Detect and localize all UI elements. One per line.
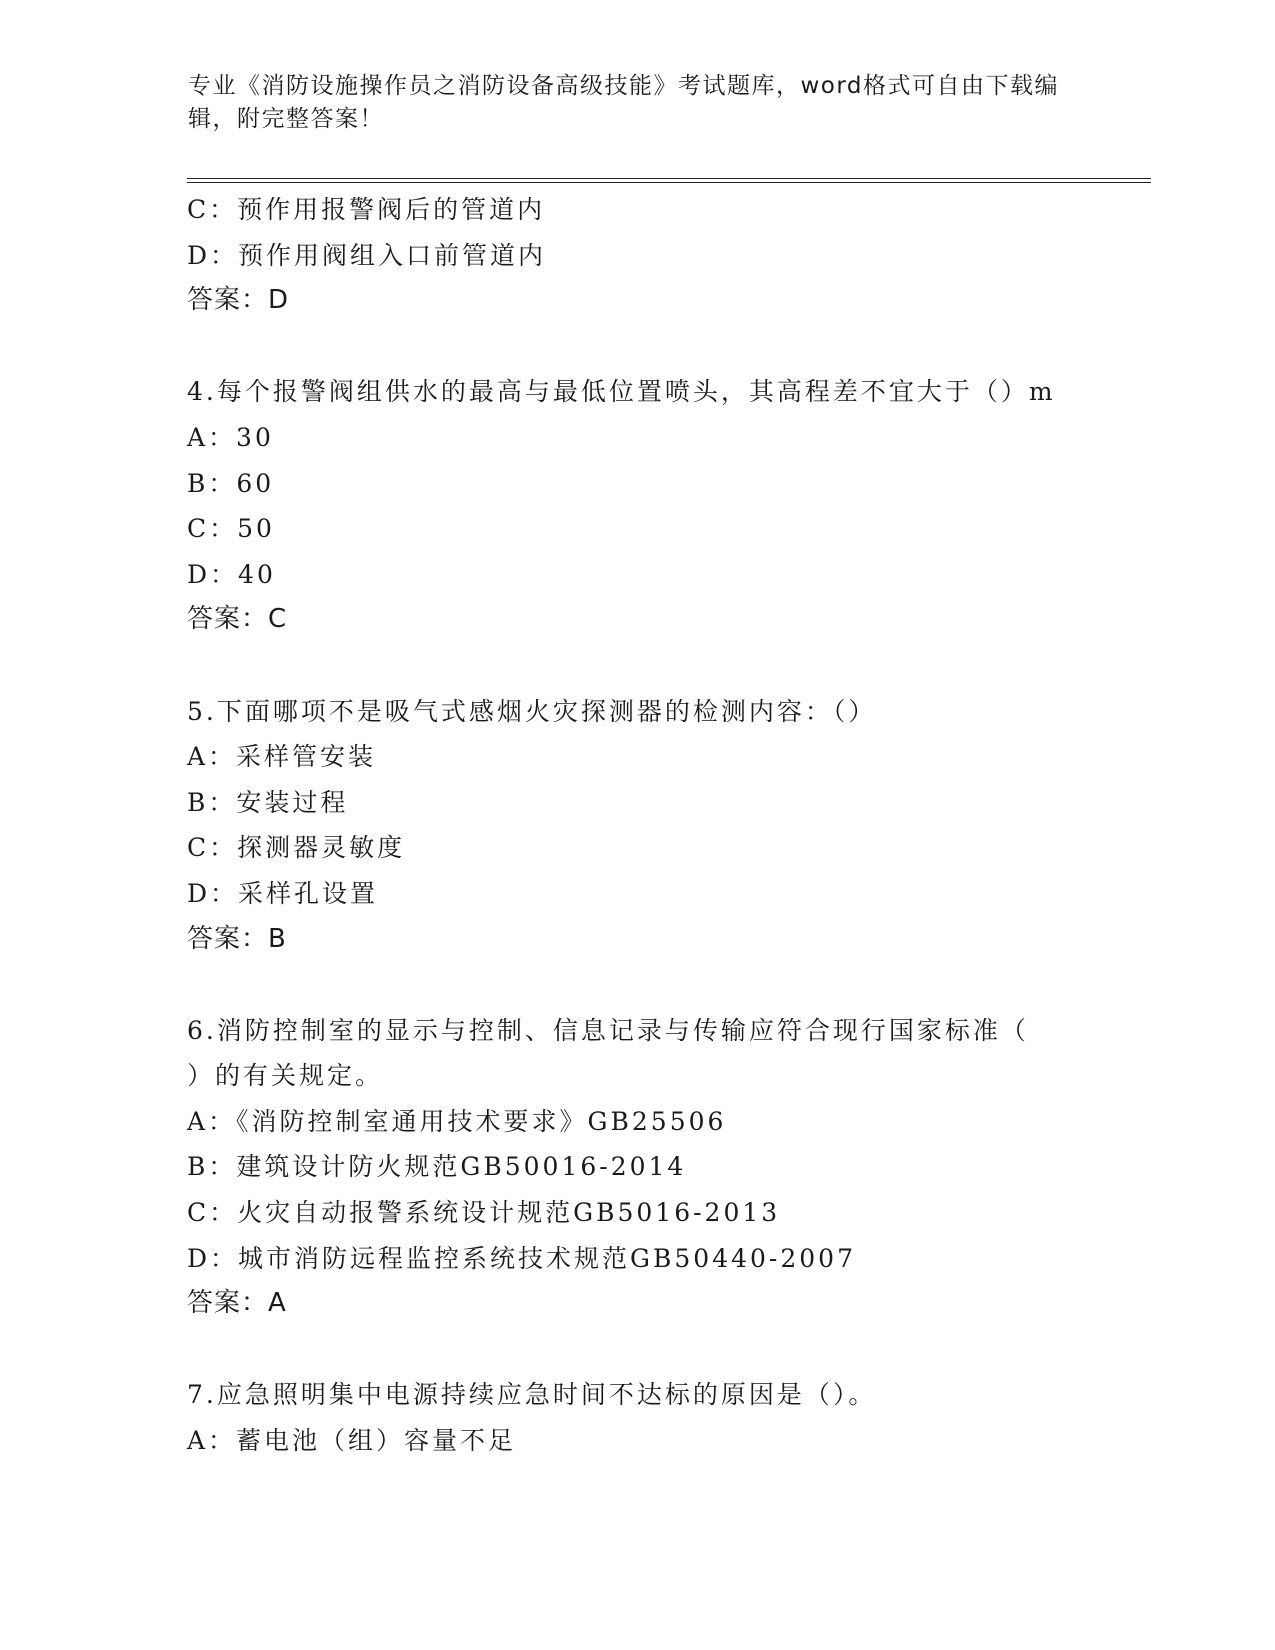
option-c: C：火灾自动报警系统设计规范GB5016-2013	[187, 1198, 781, 1228]
header-line-2: 辑，附完整答案！	[188, 106, 384, 132]
question-text: 4.每个报警阀组供水的最高与最低位置喷头，其高程差不宜大于（）m	[187, 377, 1056, 407]
question-block-4	[187, 369, 1087, 643]
spacer	[187, 324, 1087, 370]
question-list	[187, 187, 1087, 1464]
spacer	[187, 962, 1087, 1008]
answer-text: 答案：A	[187, 1288, 287, 1319]
option-a: A：采样管安装	[187, 742, 377, 772]
question-text: 6.消防控制室的显示与控制、信息记录与传输应符合现行国家标准（	[187, 1015, 1029, 1045]
question-block-7	[187, 1372, 1087, 1463]
option-c: C：预作用报警阀后的管道内	[187, 195, 546, 224]
header-rule-bottom	[187, 182, 1151, 183]
answer-text: 答案：D	[187, 285, 290, 316]
question-block-3	[187, 187, 1087, 324]
option-a: A：30	[187, 422, 274, 452]
option-d: D：采样孔设置	[187, 878, 379, 908]
header-rule-top	[187, 178, 1151, 179]
option-d: D：城市消防远程监控系统技术规范GB50440-2007	[187, 1243, 856, 1273]
option-b: B：安装过程	[187, 787, 349, 817]
spacer	[187, 1327, 1087, 1373]
question-block-5	[187, 689, 1087, 963]
option-c: C：探测器灵敏度	[187, 833, 406, 863]
header-line-1: 专业《消防设施操作员之消防设备高级技能》考试题库，word格式可自由下载编	[188, 73, 1060, 99]
document-header	[188, 70, 1068, 136]
question-text: 5.下面哪项不是吸气式感烟火灾探测器的检测内容：（）	[187, 696, 877, 726]
answer-text: 答案：C	[187, 604, 288, 635]
option-c: C：50	[187, 514, 275, 544]
option-b: B：60	[187, 468, 275, 498]
answer-text: 答案：B	[187, 923, 287, 954]
question-text-continued: ）的有关规定。	[187, 1061, 384, 1091]
question-block-6	[187, 1008, 1087, 1327]
question-text: 7.应急照明集中电源持续应急时间不达标的原因是（）。	[187, 1380, 877, 1410]
option-d: D：预作用阀组入口前管道内	[187, 240, 547, 270]
option-b: B：建筑设计防火规范GB50016-2014	[187, 1152, 687, 1182]
option-d: D：40	[187, 559, 276, 589]
option-a: A：《消防控制室通用技术要求》GB25506	[187, 1106, 727, 1136]
spacer	[187, 643, 1087, 689]
option-a: A：蓄电池（组）容量不足	[187, 1426, 517, 1456]
